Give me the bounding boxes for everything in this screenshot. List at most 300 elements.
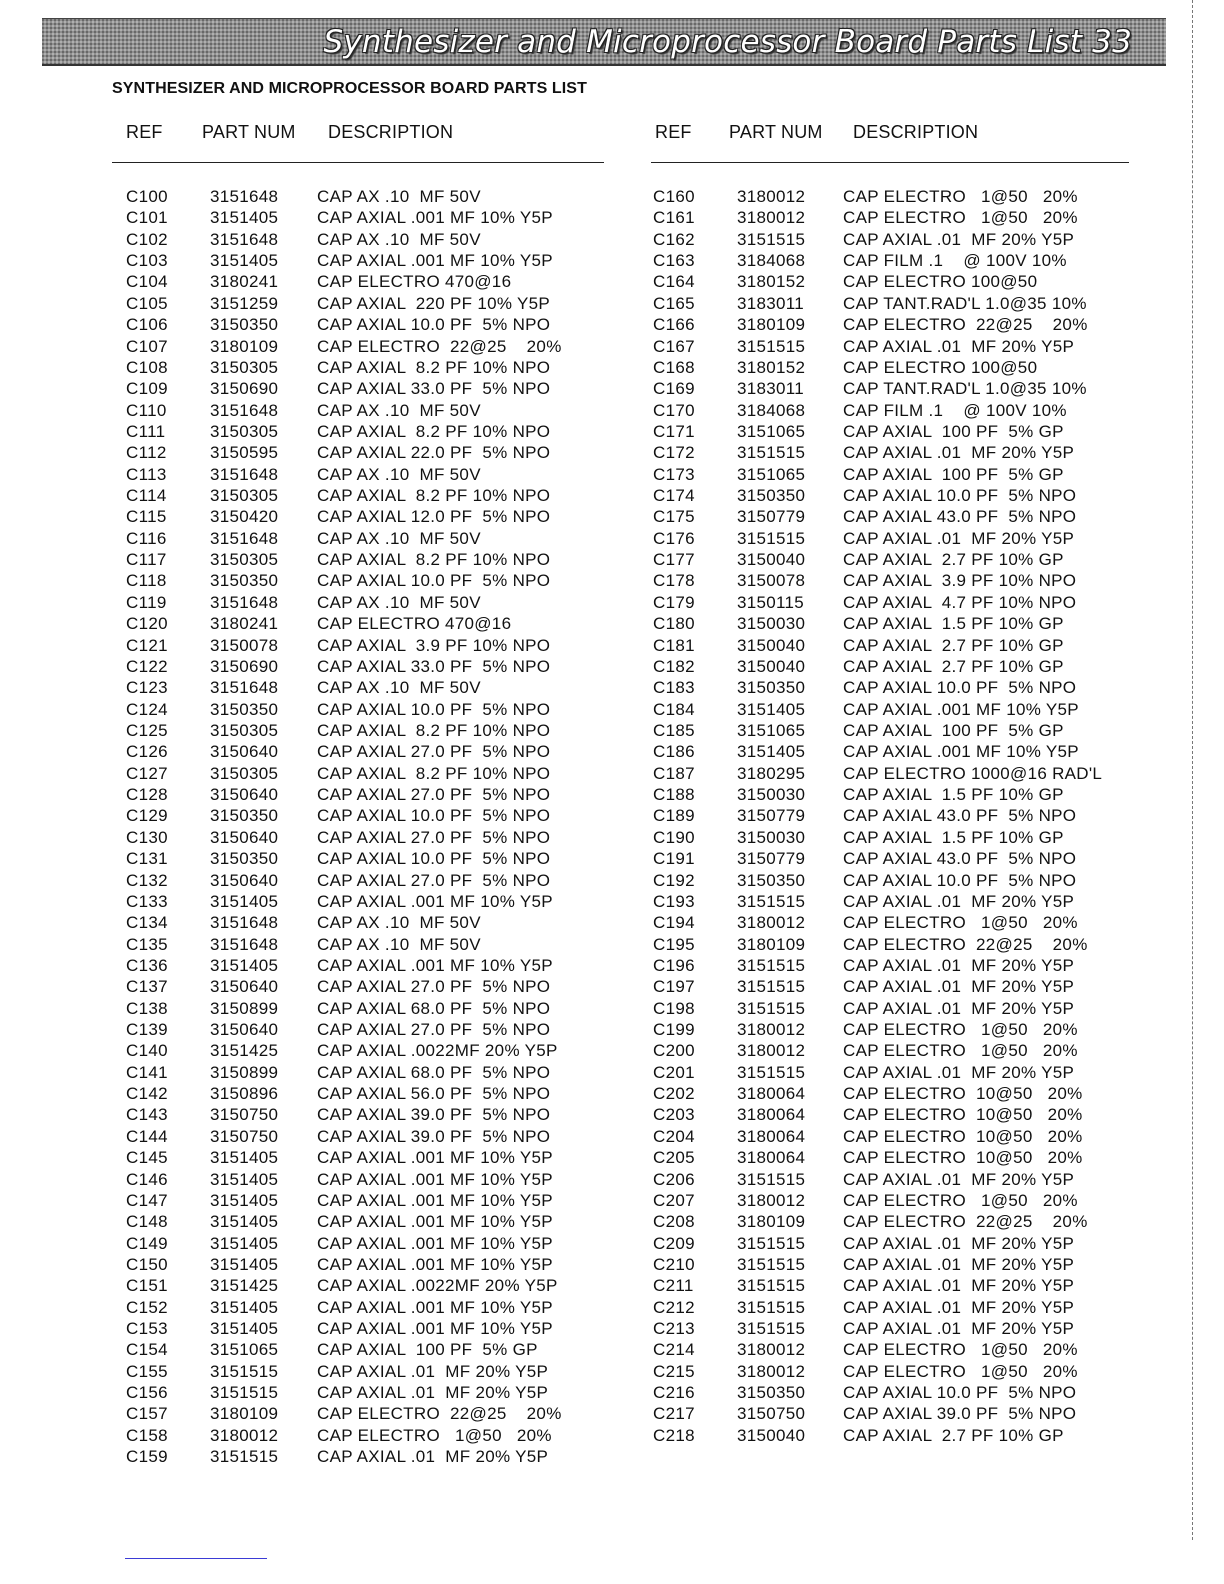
part-ref: C215 [653, 1361, 695, 1381]
part-number: 3151515 [737, 1254, 806, 1274]
part-ref: C181 [653, 635, 695, 655]
parts-row [653, 656, 1133, 677]
part-number: 3150350 [210, 806, 279, 826]
part-description: CAP AXIAL 68.0 PF 5% NPO [317, 998, 551, 1018]
part-description: CAP AXIAL .0022MF 20% Y5P [317, 1276, 558, 1296]
part-ref: C111 [126, 421, 166, 441]
part-ref: C155 [126, 1361, 168, 1381]
parts-row [126, 528, 596, 549]
part-description: CAP ELECTRO 22@25 20% [843, 1212, 1088, 1232]
part-ref: C182 [653, 656, 695, 676]
part-number: 3150899 [210, 998, 279, 1018]
part-ref: C177 [653, 550, 695, 570]
part-ref: C189 [653, 806, 695, 826]
part-number: 3150350 [737, 870, 806, 890]
parts-row [126, 1233, 596, 1254]
part-description: CAP ELECTRO 1@50 20% [843, 1190, 1078, 1210]
part-ref: C173 [653, 464, 695, 484]
part-ref: C151 [126, 1276, 168, 1296]
part-ref: C195 [653, 934, 695, 954]
part-description: CAP AX .10 MF 50V [317, 934, 481, 954]
part-number: 3150305 [210, 421, 279, 441]
part-description: CAP AXIAL .001 MF 10% Y5P [317, 1233, 553, 1253]
part-ref: C191 [653, 849, 695, 869]
part-number: 3180064 [737, 1105, 806, 1125]
part-description: CAP AXIAL .001 MF 10% Y5P [317, 1212, 553, 1232]
part-number: 3180109 [210, 1404, 279, 1424]
part-ref: C178 [653, 571, 695, 591]
part-description: CAP ELECTRO 100@50 [843, 357, 1038, 377]
part-number: 3180109 [737, 1212, 806, 1232]
part-ref: C139 [126, 1020, 168, 1040]
part-number: 3151515 [737, 1233, 806, 1253]
part-description: CAP AXIAL .001 MF 10% Y5P [317, 1319, 553, 1339]
part-ref: C126 [126, 742, 168, 762]
parts-row [126, 848, 596, 869]
part-description: CAP AXIAL .01 MF 20% Y5P [317, 1383, 549, 1403]
parts-row [126, 1297, 596, 1318]
part-number: 3151405 [210, 955, 279, 975]
parts-row [126, 891, 596, 912]
part-number: 3180012 [737, 1190, 806, 1210]
part-description: CAP AXIAL 27.0 PF 5% NPO [317, 1020, 551, 1040]
part-number: 3151515 [737, 1169, 806, 1189]
parts-row [126, 613, 596, 634]
part-ref: C162 [653, 229, 695, 249]
part-number: 3150640 [210, 827, 279, 847]
right-col-part-header: PART NUM [729, 122, 823, 142]
parts-row [126, 400, 596, 421]
part-ref: C214 [653, 1340, 695, 1360]
part-description: CAP AXIAL .001 MF 10% Y5P [317, 1148, 553, 1168]
part-ref: C156 [126, 1383, 168, 1403]
part-description: CAP FILM .1 @ 100V 10% [843, 251, 1067, 271]
part-description: CAP AXIAL 10.0 PF 5% NPO [317, 849, 551, 869]
part-number: 3180295 [737, 763, 806, 783]
part-ref: C117 [126, 550, 167, 570]
part-number: 3151648 [210, 229, 279, 249]
part-ref: C108 [126, 357, 168, 377]
part-number: 3184068 [737, 251, 806, 271]
part-number: 3151405 [210, 1212, 279, 1232]
parts-row [653, 1190, 1133, 1211]
part-ref: C207 [653, 1190, 695, 1210]
part-number: 3151515 [737, 1319, 806, 1339]
part-number: 3151515 [737, 336, 806, 356]
part-description: CAP ELECTRO 100@50 [843, 272, 1038, 292]
part-ref: C121 [126, 635, 168, 655]
parts-row [126, 635, 596, 656]
parts-row [126, 464, 596, 485]
part-number: 3180064 [737, 1126, 806, 1146]
right-parts-list [653, 186, 1133, 1446]
parts-row [653, 336, 1133, 357]
left-header-rule [112, 162, 604, 163]
part-description: CAP AXIAL 10.0 PF 5% NPO [843, 870, 1077, 890]
part-number: 3180012 [737, 913, 806, 933]
parts-row [126, 677, 596, 698]
part-description: CAP AXIAL 220 PF 10% Y5P [317, 293, 551, 313]
part-number: 3151405 [210, 891, 279, 911]
parts-row [653, 1062, 1133, 1083]
parts-row [126, 1275, 596, 1296]
part-description: CAP FILM .1 @ 100V 10% [843, 400, 1067, 420]
part-ref: C143 [126, 1105, 168, 1125]
part-number: 3151648 [210, 528, 279, 548]
part-description: CAP AXIAL .0022MF 20% Y5P [317, 1041, 558, 1061]
part-ref: C101 [126, 208, 168, 228]
part-description: CAP AXIAL .01 MF 20% Y5P [843, 1254, 1075, 1274]
parts-row [653, 720, 1133, 741]
part-ref: C201 [653, 1062, 695, 1082]
parts-row [653, 378, 1133, 399]
part-description: CAP ELECTRO 22@25 20% [843, 934, 1088, 954]
part-ref: C200 [653, 1041, 695, 1061]
part-description: CAP AXIAL .01 MF 20% Y5P [843, 998, 1075, 1018]
part-description: CAP ELECTRO 1@50 20% [843, 1020, 1078, 1040]
part-number: 3150350 [737, 1383, 806, 1403]
parts-row [653, 741, 1133, 762]
part-number: 3150078 [737, 571, 806, 591]
part-number: 3151405 [210, 1169, 279, 1189]
part-ref: C134 [126, 913, 168, 933]
parts-row [653, 592, 1133, 613]
parts-row [126, 1019, 596, 1040]
part-number: 3150030 [737, 785, 806, 805]
part-ref: C210 [653, 1254, 695, 1274]
part-ref: C152 [126, 1297, 168, 1317]
left-parts-list [126, 186, 596, 1468]
part-ref: C163 [653, 251, 695, 271]
part-number: 3150640 [210, 870, 279, 890]
parts-row [126, 998, 596, 1019]
part-ref: C128 [126, 785, 168, 805]
part-description: CAP ELECTRO 470@16 [317, 614, 512, 634]
part-number: 3151515 [210, 1447, 279, 1467]
part-ref: C104 [126, 272, 168, 292]
part-description: CAP ELECTRO 10@50 20% [843, 1148, 1083, 1168]
part-description: CAP ELECTRO 1@50 20% [843, 187, 1078, 206]
part-ref: C105 [126, 293, 168, 313]
part-description: CAP AX .10 MF 50V [317, 464, 481, 484]
part-description: CAP ELECTRO 1@50 20% [843, 1340, 1078, 1360]
parts-row [126, 336, 596, 357]
parts-row [653, 955, 1133, 976]
parts-row [653, 570, 1133, 591]
parts-row [126, 656, 596, 677]
part-description: CAP ELECTRO 10@50 20% [843, 1084, 1083, 1104]
part-description: CAP AXIAL .001 MF 10% Y5P [843, 699, 1079, 719]
parts-row [126, 1403, 596, 1424]
parts-row [653, 1147, 1133, 1168]
part-number: 3150899 [210, 1062, 279, 1082]
part-number: 3150040 [737, 1425, 806, 1445]
part-number: 3151515 [737, 891, 806, 911]
part-ref: C184 [653, 699, 695, 719]
part-description: CAP AX .10 MF 50V [317, 913, 481, 933]
part-ref: C135 [126, 934, 168, 954]
part-number: 3180012 [737, 208, 806, 228]
part-ref: C204 [653, 1126, 695, 1146]
part-number: 3150350 [210, 571, 279, 591]
part-number: 3150779 [737, 507, 806, 527]
part-number: 3151405 [210, 1233, 279, 1253]
part-description: CAP ELECTRO 22@25 20% [843, 315, 1088, 335]
part-ref: C138 [126, 998, 168, 1018]
parts-row [126, 1318, 596, 1339]
right-header-rule [651, 162, 1129, 163]
part-number: 3151515 [737, 977, 806, 997]
part-number: 3150350 [210, 699, 279, 719]
part-number: 3180012 [737, 1340, 806, 1360]
part-ref: C179 [653, 592, 695, 612]
part-description: CAP AXIAL 100 PF 5% GP [843, 720, 1064, 740]
part-description: CAP AX .10 MF 50V [317, 678, 481, 698]
parts-row [653, 677, 1133, 698]
part-number: 3150640 [210, 977, 279, 997]
parts-row [126, 271, 596, 292]
parts-row [653, 635, 1133, 656]
part-description: CAP AXIAL .001 MF 10% Y5P [317, 1169, 553, 1189]
part-number: 3180064 [737, 1084, 806, 1104]
part-ref: C116 [126, 528, 167, 548]
parts-row [126, 592, 596, 613]
part-description: CAP AXIAL 43.0 PF 5% NPO [843, 507, 1077, 527]
part-ref: C208 [653, 1212, 695, 1232]
part-description: CAP ELECTRO 1@50 20% [843, 208, 1078, 228]
part-number: 3150305 [210, 486, 279, 506]
parts-row [126, 741, 596, 762]
parts-row [653, 1275, 1133, 1296]
parts-row [126, 1083, 596, 1104]
part-description: CAP AXIAL 8.2 PF 10% NPO [317, 421, 551, 441]
part-ref: C125 [126, 720, 168, 740]
part-description: CAP ELECTRO 22@25 20% [317, 336, 562, 356]
left-col-ref-header: REF [126, 122, 163, 142]
part-description: CAP AXIAL 27.0 PF 5% NPO [317, 870, 551, 890]
part-number: 3151259 [210, 293, 279, 313]
part-ref: C209 [653, 1233, 695, 1253]
parts-row [126, 1339, 596, 1360]
part-number: 3150595 [210, 443, 279, 463]
parts-row [653, 1382, 1133, 1403]
part-description: CAP AXIAL 3.9 PF 10% NPO [843, 571, 1077, 591]
part-ref: C193 [653, 891, 695, 911]
parts-row [653, 1425, 1133, 1446]
part-description: CAP AXIAL .01 MF 20% Y5P [843, 1062, 1075, 1082]
part-ref: C102 [126, 229, 168, 249]
part-ref: C167 [653, 336, 695, 356]
part-description: CAP ELECTRO 22@25 20% [317, 1404, 562, 1424]
part-ref: C118 [126, 571, 167, 591]
parts-row [126, 314, 596, 335]
part-number: 3150305 [210, 763, 279, 783]
part-description: CAP AXIAL 1.5 PF 10% GP [843, 785, 1064, 805]
part-number: 3151515 [737, 1276, 806, 1296]
part-description: CAP AXIAL .001 MF 10% Y5P [317, 208, 553, 228]
part-number: 3150040 [737, 635, 806, 655]
part-description: CAP AXIAL 39.0 PF 5% NPO [843, 1404, 1077, 1424]
part-description: CAP AXIAL 2.7 PF 10% GP [843, 1425, 1064, 1445]
part-ref: C137 [126, 977, 168, 997]
parts-row [126, 1190, 596, 1211]
part-description: CAP AXIAL .001 MF 10% Y5P [317, 955, 553, 975]
part-ref: C186 [653, 742, 695, 762]
part-description: CAP AXIAL .001 MF 10% Y5P [317, 1254, 553, 1274]
parts-row [653, 506, 1133, 527]
parts-row [126, 1361, 596, 1382]
parts-row [126, 763, 596, 784]
part-number: 3150305 [210, 720, 279, 740]
part-description: CAP AXIAL .001 MF 10% Y5P [317, 1297, 553, 1317]
page-banner [42, 18, 1166, 66]
part-number: 3150040 [737, 550, 806, 570]
part-description: CAP AX .10 MF 50V [317, 528, 481, 548]
part-number: 3150640 [210, 742, 279, 762]
part-number: 3180152 [737, 272, 806, 292]
part-ref: C112 [126, 443, 167, 463]
part-number: 3150896 [210, 1084, 279, 1104]
parts-row [653, 699, 1133, 720]
part-number: 3150779 [737, 849, 806, 869]
part-ref: C147 [126, 1190, 168, 1210]
part-number: 3151648 [210, 464, 279, 484]
part-ref: C114 [126, 486, 167, 506]
part-ref: C202 [653, 1084, 695, 1104]
part-ref: C106 [126, 315, 168, 335]
parts-row [653, 976, 1133, 997]
part-number: 3151405 [210, 1254, 279, 1274]
part-number: 3151648 [210, 913, 279, 933]
part-number: 3151405 [210, 1297, 279, 1317]
parts-row [126, 1211, 596, 1232]
parts-row [653, 464, 1133, 485]
part-number: 3151405 [210, 1319, 279, 1339]
part-number: 3180012 [210, 1425, 279, 1445]
part-description: CAP AXIAL 68.0 PF 5% NPO [317, 1062, 551, 1082]
parts-row [126, 934, 596, 955]
part-description: CAP AXIAL 8.2 PF 10% NPO [317, 720, 551, 740]
part-number: 3180064 [737, 1148, 806, 1168]
part-description: CAP AXIAL 100 PF 5% GP [843, 421, 1064, 441]
part-number: 3151405 [737, 699, 806, 719]
parts-row [126, 1040, 596, 1061]
part-ref: C180 [653, 614, 695, 634]
part-number: 3150350 [210, 315, 279, 335]
parts-row [126, 827, 596, 848]
part-ref: C153 [126, 1319, 168, 1339]
parts-row [653, 485, 1133, 506]
part-description: CAP AXIAL 2.7 PF 10% GP [843, 550, 1064, 570]
parts-row [126, 1446, 596, 1467]
parts-row [653, 1318, 1133, 1339]
part-number: 3151405 [210, 1190, 279, 1210]
part-ref: C218 [653, 1425, 695, 1445]
parts-row [653, 229, 1133, 250]
part-number: 3150078 [210, 635, 279, 655]
part-description: CAP AXIAL 8.2 PF 10% NPO [317, 763, 551, 783]
parts-row [653, 250, 1133, 271]
part-number: 3151515 [737, 443, 806, 463]
part-ref: C198 [653, 998, 695, 1018]
part-description: CAP AX .10 MF 50V [317, 592, 481, 612]
footer-mark [125, 1558, 267, 1559]
parts-row [126, 1382, 596, 1403]
part-description: CAP AXIAL 27.0 PF 5% NPO [317, 742, 551, 762]
parts-row [126, 357, 596, 378]
banner-title: Synthesizer and Microprocessor Board Parts List 33 [323, 24, 1132, 60]
parts-row [653, 1126, 1133, 1147]
part-description: CAP AXIAL 10.0 PF 5% NPO [317, 699, 551, 719]
parts-row [126, 570, 596, 591]
part-description: CAP AXIAL 100 PF 5% GP [317, 1340, 538, 1360]
part-ref: C171 [653, 421, 695, 441]
parts-row [653, 891, 1133, 912]
parts-row [126, 186, 596, 207]
part-number: 3180109 [737, 315, 806, 335]
part-ref: C183 [653, 678, 695, 698]
part-number: 3151515 [737, 229, 806, 249]
part-description: CAP ELECTRO 10@50 20% [843, 1105, 1083, 1125]
part-description: CAP ELECTRO 470@16 [317, 272, 512, 292]
parts-row [126, 207, 596, 228]
part-description: CAP AXIAL 43.0 PF 5% NPO [843, 806, 1077, 826]
part-ref: C175 [653, 507, 695, 527]
part-description: CAP AXIAL 22.0 PF 5% NPO [317, 443, 551, 463]
part-description: CAP AXIAL 39.0 PF 5% NPO [317, 1126, 551, 1146]
parts-row [126, 870, 596, 891]
part-ref: C192 [653, 870, 695, 890]
parts-row [653, 1403, 1133, 1424]
part-description: CAP AXIAL .01 MF 20% Y5P [843, 336, 1075, 356]
parts-row [653, 870, 1133, 891]
part-number: 3180012 [737, 1020, 806, 1040]
part-description: CAP AXIAL .01 MF 20% Y5P [843, 528, 1075, 548]
part-description: CAP AXIAL .01 MF 20% Y5P [843, 1319, 1075, 1339]
part-description: CAP TANT.RAD'L 1.0@35 10% [843, 379, 1087, 399]
parts-row [653, 998, 1133, 1019]
part-ref: C160 [653, 187, 695, 206]
part-number: 3150030 [737, 827, 806, 847]
part-number: 3180152 [737, 357, 806, 377]
part-ref: C124 [126, 699, 168, 719]
part-description: CAP AXIAL .01 MF 20% Y5P [317, 1447, 549, 1467]
parts-row [653, 912, 1133, 933]
parts-row [126, 378, 596, 399]
part-description: CAP ELECTRO 1000@16 RAD'L [843, 763, 1103, 783]
part-description: CAP AXIAL 10.0 PF 5% NPO [843, 486, 1077, 506]
part-number: 3180109 [210, 336, 279, 356]
part-ref: C161 [653, 208, 695, 228]
parts-row [126, 549, 596, 570]
parts-row [126, 1425, 596, 1446]
part-description: CAP TANT.RAD'L 1.0@35 10% [843, 293, 1087, 313]
part-number: 3150350 [737, 486, 806, 506]
part-number: 3150690 [210, 656, 279, 676]
part-ref: C119 [126, 592, 167, 612]
part-description: CAP AXIAL 12.0 PF 5% NPO [317, 507, 551, 527]
part-ref: C110 [126, 400, 167, 420]
part-number: 3151065 [737, 421, 806, 441]
part-description: CAP ELECTRO 10@50 20% [843, 1126, 1083, 1146]
part-description: CAP AXIAL 8.2 PF 10% NPO [317, 486, 551, 506]
part-description: CAP AXIAL .01 MF 20% Y5P [843, 977, 1075, 997]
part-number: 3151515 [737, 998, 806, 1018]
part-description: CAP AXIAL .01 MF 20% Y5P [843, 229, 1075, 249]
parts-row [126, 976, 596, 997]
part-ref: C205 [653, 1148, 695, 1168]
part-ref: C199 [653, 1020, 695, 1040]
